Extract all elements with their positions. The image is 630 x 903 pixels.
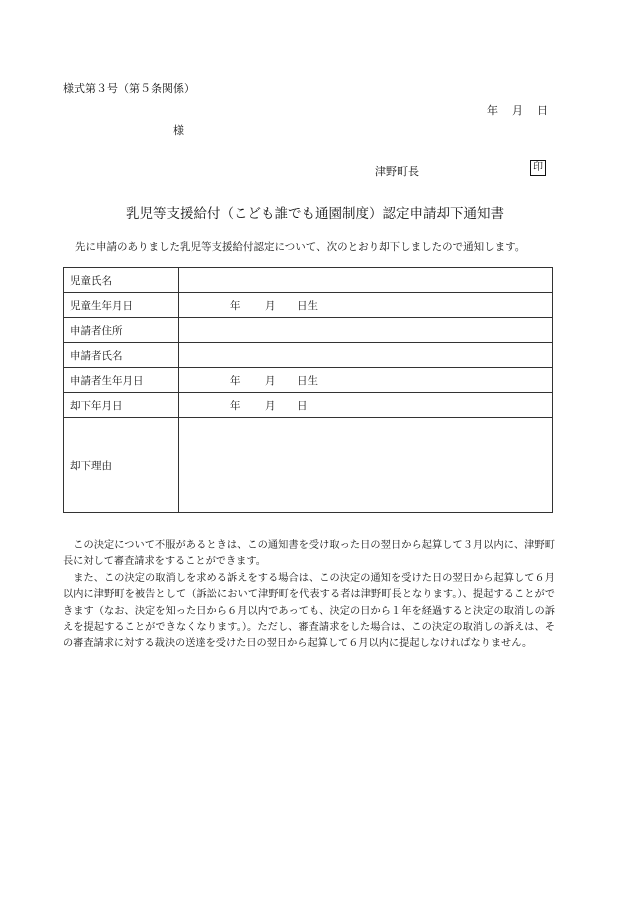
table-row	[64, 418, 553, 513]
date-year: 年	[487, 104, 498, 117]
row-label: 申請者住所	[64, 318, 179, 343]
year-unit: 年	[230, 399, 241, 412]
row-value	[179, 293, 553, 318]
table-row	[64, 393, 553, 418]
row-value	[179, 393, 553, 418]
year-unit: 年	[230, 299, 241, 312]
row-value	[179, 318, 553, 343]
form-number: 様式第３号（第５条関係）	[63, 82, 195, 95]
table-row	[64, 343, 553, 368]
document-title: 乳児等支援給付（こども誰でも通園制度）認定申請却下通知書	[126, 206, 504, 222]
month-unit: 月	[265, 299, 276, 312]
table-row	[64, 318, 553, 343]
row-label: 申請者生年月日	[64, 368, 179, 393]
note-paragraph: また、この決定の取消しを求める訴えをする場合は、この決定の通知を受けた日の翌日から起算して６月以内に津野町を被告として（訴訟において津野町を代表する者は津野町長となります。）、提起することができます（なお、決定を知った日から６月以内であっても、決定の日から１年を経過すると決定の取消しの訴えを提起することができなくなります。）。ただし、審査請求をした場合は、この決定の取消しの訴えは、その審査請求に対する裁決の送達を受けた日の翌日から起算して６月以内に提起しなければなりません。	[63, 572, 555, 650]
day-unit: 日	[297, 399, 308, 412]
day-unit: 日生	[297, 374, 318, 387]
month-unit: 月	[265, 374, 276, 387]
seal-mark: 印	[530, 160, 546, 176]
month-unit: 月	[265, 399, 276, 412]
table-row	[64, 293, 553, 318]
issuer-name: 津野町長	[375, 165, 419, 178]
row-label: 却下理由	[64, 418, 179, 513]
appeal-notes	[63, 538, 555, 653]
row-value	[179, 343, 553, 368]
row-label: 却下年月日	[64, 393, 179, 418]
row-value	[179, 268, 553, 293]
table-row	[64, 368, 553, 393]
row-label: 申請者氏名	[64, 343, 179, 368]
date-month: 月	[512, 104, 523, 117]
row-value	[179, 418, 553, 513]
day-unit: 日生	[297, 299, 318, 312]
note-paragraph: この決定について不服があるときは、この通知書を受け取った日の翌日から起算して３月以内に、津野町長に対して審査請求をすることができます。	[63, 540, 555, 568]
addressee-suffix: 様	[173, 124, 184, 137]
intro-text: 先に申請のありました乳児等支援給付認定について、次のとおり却下しましたので通知します。	[75, 241, 526, 253]
row-label: 児童氏名	[64, 268, 179, 293]
row-value	[179, 368, 553, 393]
date-day: 日	[537, 104, 548, 117]
info-table	[63, 267, 553, 513]
issue-date	[487, 102, 548, 118]
row-label: 児童生年月日	[64, 293, 179, 318]
table-row	[64, 268, 553, 293]
year-unit: 年	[230, 374, 241, 387]
